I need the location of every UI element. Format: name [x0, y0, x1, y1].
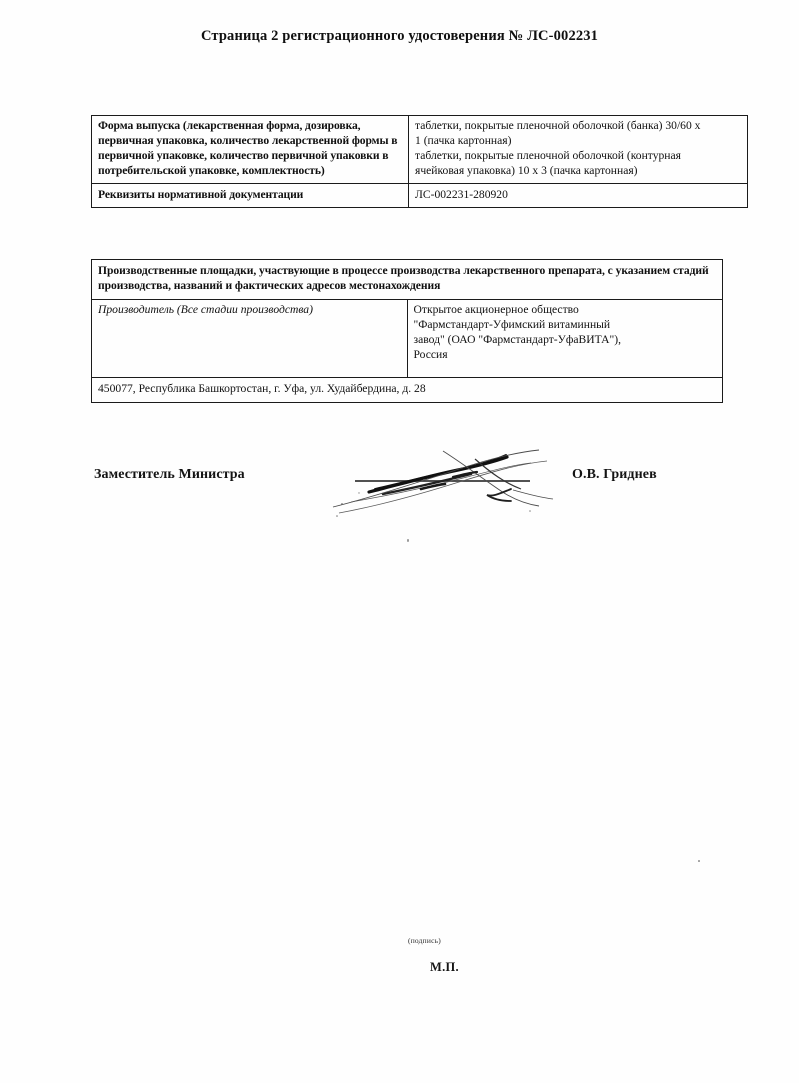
- release-form-value-line: таблетки, покрытые пленочной оболочкой (контурная: [415, 148, 681, 162]
- release-form-label-cell: Форма выпуска (лекарственная форма, дозировка, первичная упаковка, количество лекарственной формы в первичной упаковке, количество первичной упаковки в потребительской упаковке, комплектность): [92, 116, 409, 184]
- signer-position-title: Заместитель Министра: [94, 467, 245, 482]
- scan-speck: [407, 539, 409, 542]
- table-row: [92, 116, 748, 184]
- release-form-value-cell: [409, 116, 748, 184]
- handwritten-signature-icon: [325, 449, 565, 554]
- signature-block: [0, 455, 799, 974]
- table-row: [92, 183, 748, 207]
- production-sites-header-cell: Производственные площадки, участвующие в процессе производства лекарственного препарата, с указанием стадий производства, названий и фактических адресов местонахождения: [92, 260, 723, 300]
- table-row: [92, 260, 723, 300]
- table-row: [92, 299, 723, 377]
- release-form-value-line: таблетки, покрытые пленочной оболочкой (банка) 30/60 х: [415, 119, 701, 132]
- organization-line: "Фармстандарт-Уфимский витаминный: [413, 317, 611, 331]
- manufacturer-label-cell: Производитель (Все стадии производства): [92, 299, 408, 377]
- organization-line: завод" (ОАО "Фармстандарт-УфаВИТА"),: [413, 332, 621, 346]
- normative-docs-label-cell: Реквизиты нормативной документации: [92, 183, 409, 207]
- release-form-value-line: 1 (пачка картонная): [415, 133, 512, 147]
- signature-caption: (подпись): [408, 936, 441, 945]
- page-title: Страница 2 регистрационного удостоверения № ЛС-002231: [200, 28, 599, 44]
- normative-docs-number: ЛС-002231-280920: [415, 187, 508, 201]
- organization-line: Открытое акционерное общество: [413, 302, 579, 316]
- stamp-place-mark: М.П.: [430, 960, 459, 974]
- signer-name: О.В. Гриднев: [572, 467, 657, 482]
- normative-docs-value-cell: [409, 183, 748, 207]
- manufacturer-organization-cell: [407, 299, 723, 377]
- release-form-value-line: ячейковая упаковка) 10 х 3 (пачка картонная): [415, 163, 638, 177]
- manufacturer-address-cell: 450077, Республика Башкортостан, г. Уфа, ул. Худайбердина, д. 28: [92, 377, 723, 402]
- table-row: [92, 377, 723, 402]
- production-sites-table: [91, 259, 723, 403]
- organization-line: Россия: [413, 347, 448, 361]
- scan-speck: [698, 860, 700, 862]
- release-form-table: [91, 115, 748, 208]
